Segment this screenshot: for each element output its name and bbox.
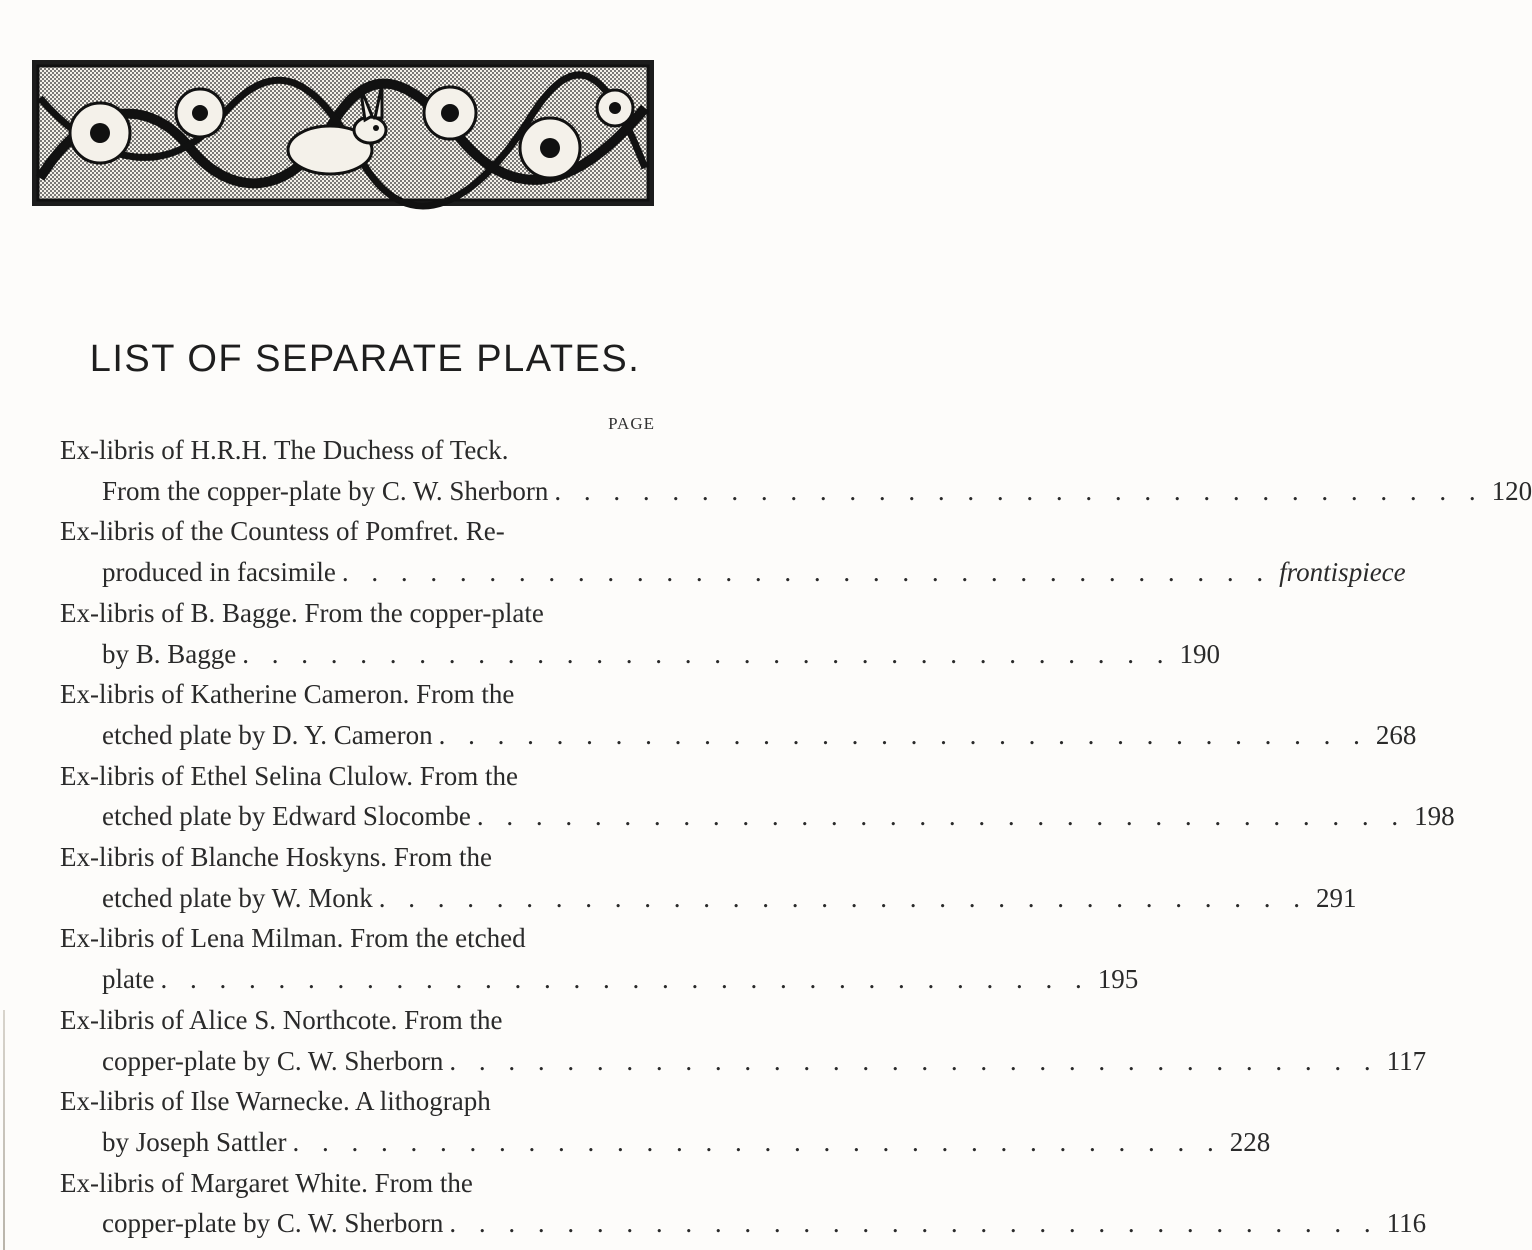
entry-title: Ex-libris of Lena Milman. From the etched	[60, 923, 526, 954]
entry-source: copper-plate by C. W. Sherborn	[102, 1208, 444, 1239]
entry-title: Ex-libris of Ilse Warnecke. A lithograph	[60, 1086, 491, 1117]
entry-title: Ex-libris of Margaret White. From the	[60, 1167, 473, 1198]
plate-list	[60, 430, 1532, 1244]
entry-source: From the copper-plate by C. W. Sherborn	[102, 475, 549, 506]
entry-page-number: 291	[1315, 882, 1357, 913]
entry-source: copper-plate by C. W. Sherborn	[102, 1045, 444, 1076]
entry-page-number: 198	[1414, 801, 1455, 832]
leader-dots: . . . . . . . . . . . . . . . . . . . . . . . . . . . . . . . .	[449, 1208, 1379, 1239]
page-edge-shadow	[3, 1010, 5, 1250]
list-item	[60, 1081, 1271, 1162]
leader-dots: . . . . . . . . . . . . . . . . . . . . . . . . . . . . . . . .	[341, 557, 1272, 588]
entry-source: produced in facsimile	[102, 557, 336, 588]
ornamental-headpiece-icon	[30, 58, 656, 208]
list-item	[60, 837, 1357, 918]
entry-title: Ex-libris of H.R.H. The Duchess of Teck.	[60, 435, 509, 465]
leader-dots: . . . . . . . . . . . . . . . . . . . . . . . . . . . . . . . .	[476, 801, 1407, 832]
leader-dots: . . . . . . . . . . . . . . . . . . . . . . . . . . . . . . . .	[378, 882, 1308, 913]
entry-source: plate	[102, 964, 155, 995]
leader-dots: . . . . . . . . . . . . . . . . . . . . . . . . . . . . . . . .	[554, 475, 1484, 506]
list-item	[60, 430, 1532, 511]
list-item	[60, 918, 1139, 999]
entry-title: Ex-libris of Blanche Hoskyns. From the	[60, 842, 492, 873]
entry-source: etched plate by W. Monk	[102, 882, 373, 913]
list-item	[60, 674, 1417, 755]
entry-page-number: 228	[1229, 1126, 1271, 1157]
leader-dots: . . . . . . . . . . . . . . . . . . . . . . . . . . . . . . . .	[160, 964, 1090, 995]
entry-source: etched plate by Edward Slocombe	[102, 801, 471, 832]
list-item	[60, 1000, 1427, 1081]
entry-page-number: 268	[1375, 719, 1417, 750]
leader-dots: . . . . . . . . . . . . . . . . . . . . . . . . . . . . . . . .	[449, 1045, 1379, 1076]
list-item	[60, 756, 1455, 837]
leader-dots: . . . . . . . . . . . . . . . . . . . . . . . . . . . . . . . .	[292, 1126, 1222, 1157]
entry-source: by Joseph Sattler	[102, 1126, 287, 1157]
entry-title: Ex-libris of B. Bagge. From the copper-plate	[60, 597, 544, 628]
entry-title: Ex-libris of the Countess of Pomfret. Re-	[60, 516, 505, 547]
entry-page-number: 116	[1386, 1208, 1427, 1239]
entry-page-number: 190	[1179, 638, 1220, 669]
entry-page-number: frontispiece	[1279, 557, 1406, 588]
list-item	[60, 593, 1220, 674]
entry-page-number: 195	[1097, 964, 1139, 995]
entry-page-number: 120	[1491, 475, 1532, 506]
page-title: LIST OF SEPARATE PLATES.	[89, 338, 641, 380]
page-column-label: PAGE	[608, 414, 655, 433]
leader-dots: . . . . . . . . . . . . . . . . . . . . . . . . . . . . . . . .	[242, 638, 1172, 669]
entry-page-number: 117	[1386, 1045, 1427, 1076]
list-item	[60, 1163, 1427, 1244]
entry-title: Ex-libris of Ethel Selina Clulow. From the	[60, 760, 518, 791]
entry-title: Ex-libris of Katherine Cameron. From the	[60, 679, 515, 710]
entry-title: Ex-libris of Alice S. Northcote. From the	[60, 1004, 503, 1035]
leader-dots: . . . . . . . . . . . . . . . . . . . . . . . . . . . . . . . .	[438, 719, 1368, 750]
list-item	[60, 511, 1406, 592]
entry-source: etched plate by D. Y. Cameron	[102, 719, 433, 750]
entry-source: by B. Bagge	[102, 638, 237, 669]
